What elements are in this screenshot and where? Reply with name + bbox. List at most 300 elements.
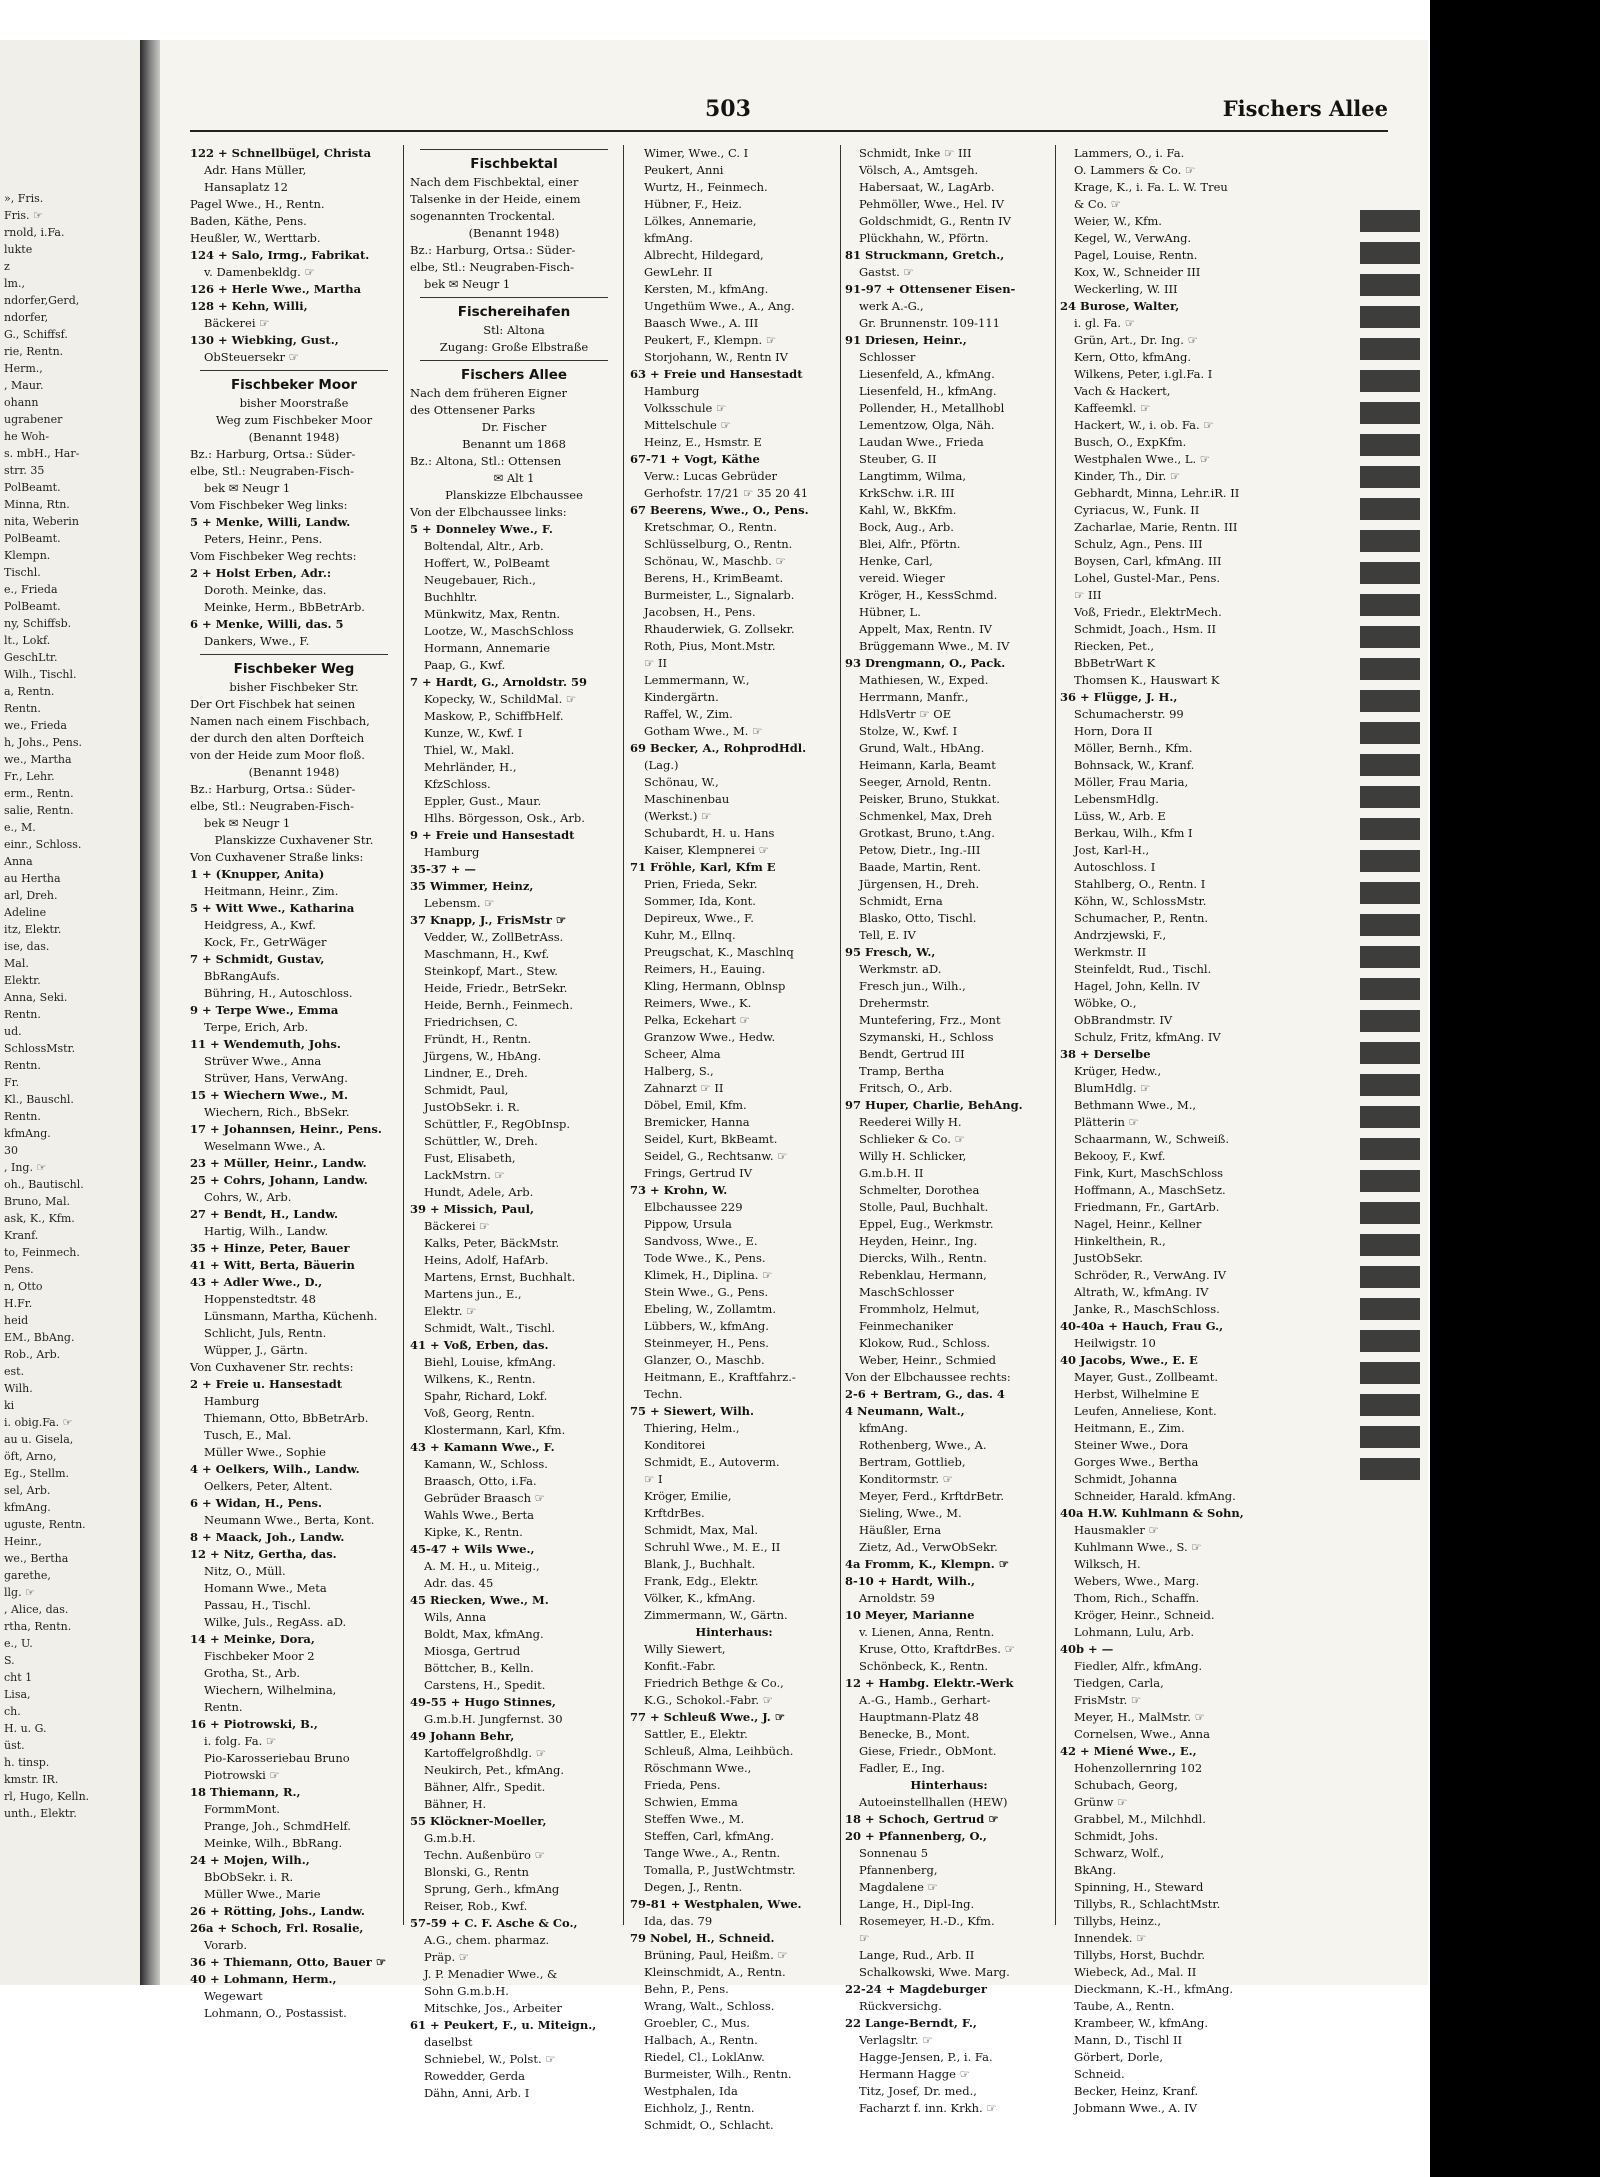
resident-entry: MaschSchlosser — [859, 1285, 954, 1299]
resident-entry: Lemmermann, W., — [644, 673, 750, 687]
address-entry: Der Ort Fischbek hat seinen — [190, 697, 356, 711]
left-fragment-line: Anna — [4, 855, 33, 868]
left-fragment-line: , Maur. — [4, 379, 44, 392]
resident-entry: Steiner Wwe., Dora — [1074, 1438, 1189, 1452]
resident-entry: Spahr, Richard, Lokf. — [424, 1389, 548, 1403]
resident-entry: Grotha, St., Arb. — [204, 1666, 301, 1680]
left-fragment-line: Rentn. — [4, 1059, 41, 1072]
resident-entry: Raffel, W., Zim. — [644, 707, 733, 721]
column-5 — [1060, 145, 1268, 2115]
resident-entry: KrftdrBes. — [644, 1506, 705, 1520]
resident-entry: Schmidt, Joach., Hsm. II — [1074, 622, 1217, 636]
resident-entry: Voß, Georg, Rentn. — [424, 1406, 535, 1420]
address-entry: 24 Burose, Walter, — [1060, 299, 1180, 313]
column-divider — [840, 145, 841, 1925]
resident-entry: Krage, K., i. Fa. L. W. Treu — [1074, 180, 1228, 194]
resident-entry: Hansaplatz 12 — [204, 180, 288, 194]
resident-entry: Riedel, Cl., LoklAnw. — [644, 2050, 765, 2064]
resident-entry: Völker, K., kfmAng. — [644, 1591, 756, 1605]
resident-entry: Bühring, H., Autoschloss. — [204, 986, 353, 1000]
address-entry: 4a Fromm, K., Klempn. ☞ — [845, 1557, 1010, 1571]
address-entry: 43 + Adler Wwe., D., — [190, 1275, 323, 1289]
address-entry: Von Cuxhavener Straße links: — [190, 850, 364, 864]
resident-entry: Leufen, Anneliese, Kont. — [1074, 1404, 1217, 1418]
left-fragment-line: nita, Weberin — [4, 515, 79, 528]
resident-entry: Wilkens, Peter, i.gl.Fa. I — [1074, 367, 1213, 381]
resident-entry: daselbst — [424, 2035, 473, 2049]
left-fragment-line: », Fris. — [4, 192, 44, 205]
left-fragment-line: Elektr. — [4, 974, 41, 987]
resident-entry: Gebrüder Braasch ☞ — [424, 1491, 545, 1505]
left-fragment-line: kmstr. IR. — [4, 1773, 59, 1786]
resident-entry: Vorarb. — [204, 1938, 248, 1952]
resident-entry: Seidel, G., Rechtsanw. ☞ — [644, 1149, 788, 1163]
resident-entry: Fadler, E., Ing. — [859, 1761, 945, 1775]
left-fragment-line: Rentn. — [4, 1008, 41, 1021]
address-entry: 91 Driesen, Heinr., — [845, 333, 967, 347]
left-fragment-line: 30 — [4, 1144, 18, 1157]
resident-entry: Liesenfeld, A., kfmAng. — [859, 367, 995, 381]
resident-entry: bek ✉ Neugr 1 — [204, 816, 291, 830]
resident-entry: Stahlberg, O., Rentn. I — [1074, 877, 1206, 891]
resident-entry: Laudan Wwe., Frieda — [859, 435, 984, 449]
resident-entry: Kuhlmann Wwe., S. ☞ — [1074, 1540, 1202, 1554]
resident-entry: Cohrs, W., Arb. — [204, 1190, 292, 1204]
street-note: ✉ Alt 1 — [493, 471, 535, 485]
resident-entry: Weier, W., Kfm. — [1074, 214, 1162, 228]
address-entry: 79-81 + Westphalen, Wwe. — [630, 1897, 802, 1911]
street-note: Weg zum Fischbeker Moor — [215, 413, 373, 427]
address-entry: Bz.: Harburg, Ortsa.: Süder- — [190, 782, 356, 796]
street-heading: Fischbeker Moor — [230, 377, 358, 393]
resident-entry: BlumHdlg. ☞ — [1074, 1081, 1151, 1095]
resident-entry: Depireux, Wwe., F. — [644, 911, 754, 925]
address-entry: 15 + Wiechern Wwe., M. — [190, 1088, 349, 1102]
left-fragment-line: garethe, — [4, 1569, 51, 1582]
left-fragment-line: Bruno, Mal. — [4, 1195, 70, 1208]
left-fragment-line: Pens. — [4, 1263, 34, 1276]
address-entry: Von Cuxhavener Str. rechts: — [190, 1360, 354, 1374]
resident-entry: Heitmann, Heinr., Zim. — [204, 884, 339, 898]
resident-entry: Blasko, Otto, Tischl. — [859, 911, 977, 925]
address-entry: 45-47 + Wils Wwe., — [410, 1542, 535, 1556]
resident-entry: Tramp, Bertha — [859, 1064, 945, 1078]
resident-entry: Meyer, H., MalMstr. ☞ — [1074, 1710, 1205, 1724]
left-fragment-line: ise, das. — [4, 940, 50, 953]
left-fragment-line: PolBeamt. — [4, 600, 61, 613]
resident-entry: Tell, E. IV — [859, 928, 916, 942]
resident-entry: Lammers, O., i. Fa. — [1074, 146, 1185, 160]
address-entry: Von der Elbchaussee links: — [410, 505, 567, 519]
resident-entry: Reederei Willy H. — [859, 1115, 962, 1129]
left-fragment-line: rtha, Rentn. — [4, 1620, 72, 1633]
resident-entry: Appelt, Max, Rentn. IV — [859, 622, 992, 636]
address-entry: der durch den alten Dorfteich — [190, 731, 365, 745]
resident-entry: ☞ III — [1074, 588, 1102, 602]
resident-entry: Baade, Martin, Rent. — [859, 860, 981, 874]
resident-entry: Braasch, Otto, i.Fa. — [424, 1474, 537, 1488]
left-fragment-line: Eg., Stellm. — [4, 1467, 69, 1480]
resident-entry: Kern, Otto, kfmAng. — [1074, 350, 1192, 364]
resident-entry: Kamann, W., Schloss. — [424, 1457, 548, 1471]
left-fragment-line: kfmAng. — [4, 1127, 51, 1140]
resident-entry: Schmidt, Erna — [859, 894, 943, 908]
resident-entry: Fritsch, O., Arb. — [859, 1081, 953, 1095]
resident-entry: Möller, Bernh., Kfm. — [1074, 741, 1193, 755]
resident-entry: kfmAng. — [644, 231, 693, 245]
resident-entry: Plückhahn, W., Pförtn. — [859, 231, 989, 245]
resident-entry: Schubardt, H. u. Hans — [644, 826, 775, 840]
resident-entry: Gebhardt, Minna, Lehr.iR. II — [1074, 486, 1240, 500]
left-fragment-line: EM., BbAng. — [4, 1331, 75, 1344]
resident-entry: Thiemann, Otto, BbBetrArb. — [204, 1411, 369, 1425]
left-fragment-line: Rob., Arb. — [4, 1348, 61, 1361]
header-rule — [190, 130, 1388, 132]
resident-entry: Bähner, H. — [424, 1797, 487, 1811]
resident-entry: Scheer, Alma — [644, 1047, 721, 1061]
address-entry: 67-71 + Vogt, Käthe — [630, 452, 760, 466]
resident-entry: Cornelsen, Wwe., Anna — [1074, 1727, 1210, 1741]
resident-entry: v. Lienen, Anna, Rentn. — [859, 1625, 995, 1639]
left-fragment-line: ny, Schiffsb. — [4, 617, 72, 630]
left-fragment-line: H. u. G. — [4, 1722, 47, 1735]
address-entry: 22-24 + Magdeburger — [845, 1982, 987, 1996]
resident-entry: Schwien, Emma — [644, 1795, 738, 1809]
resident-entry: Wilke, Juls., RegAss. aD. — [204, 1615, 347, 1629]
resident-entry: Sattler, E., Elektr. — [644, 1727, 748, 1741]
resident-entry: Neumann Wwe., Berta, Kont. — [204, 1513, 375, 1527]
resident-entry: Horn, Dora II — [1074, 724, 1153, 738]
address-entry: 8 + Maack, Joh., Landw. — [190, 1530, 345, 1544]
resident-entry: Bähner, Alfr., Spedit. — [424, 1780, 546, 1794]
resident-entry: Reimers, Wwe., K. — [644, 996, 752, 1010]
address-entry: 7 + Schmidt, Gustav, — [190, 952, 325, 966]
resident-entry: Maschmann, H., Kwf. — [424, 947, 550, 961]
resident-entry: Burmeister, L., Signalarb. — [644, 588, 795, 602]
resident-entry: Blonski, G., Rentn — [424, 1865, 529, 1879]
resident-entry: ☞ — [859, 1931, 870, 1945]
section-rule — [200, 654, 388, 655]
resident-entry: werk A.-G., — [859, 299, 924, 313]
resident-entry: ObSteuersekr ☞ — [204, 350, 299, 364]
resident-entry: G.m.b.H. Jungfernst. 30 — [424, 1712, 563, 1726]
resident-entry: Schlüsselburg, O., Rentn. — [644, 537, 793, 551]
resident-entry: Kox, W., Schneider III — [1074, 265, 1201, 279]
resident-entry: Kröger, Emilie, — [644, 1489, 732, 1503]
resident-entry: (Werkst.) ☞ — [644, 809, 712, 823]
left-fragment-line: sel, Arb. — [4, 1484, 51, 1497]
resident-entry: Pollender, H., Metallhobl — [859, 401, 1005, 415]
left-fragment-line: uguste, Rentn. — [4, 1518, 86, 1531]
left-fragment-line: ugrabener — [4, 413, 63, 426]
resident-entry: Degen, J., Rentn. — [644, 1880, 743, 1894]
resident-entry: Prange, Joh., SchmdHelf. — [204, 1819, 351, 1833]
resident-entry: Pagel, Louise, Rentn. — [1074, 248, 1198, 262]
resident-entry: bek ✉ Neugr 1 — [424, 277, 511, 291]
resident-entry: Mitschke, Jos., Arbeiter — [424, 2001, 562, 2015]
left-fragment-line: SchlossMstr. — [4, 1042, 76, 1055]
resident-entry: Nagel, Heinr., Kellner — [1074, 1217, 1202, 1231]
resident-entry: Tillybs, R., SchlachtMstr. — [1074, 1897, 1221, 1911]
left-fragment-line: lt., Lokf. — [4, 634, 51, 647]
resident-entry: Müller Wwe., Marie — [204, 1887, 321, 1901]
resident-entry: Spinning, H., Steward — [1074, 1880, 1204, 1894]
resident-entry: Kalks, Peter, BäckMstr. — [424, 1236, 560, 1250]
resident-entry: Piotrowski ☞ — [204, 1768, 280, 1782]
address-entry: 17 + Johannsen, Heinr., Pens. — [190, 1122, 382, 1136]
resident-entry: Schmidt, Max, Mal. — [644, 1523, 758, 1537]
street-note: (Benannt 1948) — [248, 430, 340, 444]
resident-entry: Riecken, Pet., — [1074, 639, 1155, 653]
resident-entry: Langtimm, Wilma, — [859, 469, 967, 483]
resident-entry: Mayer, Gust., Zollbeamt. — [1074, 1370, 1219, 1384]
resident-entry: Blank, J., Buchhalt. — [644, 1557, 756, 1571]
resident-entry: Grotkast, Bruno, t.Ang. — [859, 826, 995, 840]
left-fragment-line: heid — [4, 1314, 29, 1327]
resident-entry: Steffen, Carl, kfmAng. — [644, 1829, 774, 1843]
address-entry: 69 Becker, A., RohprodHdl. — [630, 741, 807, 755]
resident-entry: Lüss, W., Arb. E — [1074, 809, 1166, 823]
resident-entry: Gerhofstr. 17/21 ☞ 35 20 41 — [644, 486, 809, 500]
resident-entry: Bäckerei ☞ — [424, 1219, 490, 1233]
section-rule — [420, 360, 608, 361]
resident-entry: Peukert, F., Klempn. ☞ — [644, 333, 777, 347]
address-entry: 67 Beerens, Wwe., O., Pens. — [630, 503, 809, 517]
resident-entry: Heide, Friedr., BetrSekr. — [424, 981, 568, 995]
left-fragment-line: to, Feinmech. — [4, 1246, 80, 1259]
left-fragment-line: einr., Schloss. — [4, 838, 82, 851]
resident-entry: Kegel, W., VerwAng. — [1074, 231, 1192, 245]
address-entry: 40b + — — [1060, 1642, 1114, 1656]
resident-entry: Mann, D., Tischl II — [1074, 2033, 1183, 2047]
resident-entry: Albrecht, Hildegard, — [644, 248, 764, 262]
resident-entry: Kretschmar, O., Rentn. — [644, 520, 777, 534]
left-fragment-line: s. mbH., Har- — [4, 447, 80, 460]
address-entry: Bz.: Harburg, Ortsa.: Süder- — [410, 243, 576, 257]
address-entry: Pagel Wwe., H., Rentn. — [190, 197, 325, 211]
section-rule — [420, 297, 608, 298]
resident-entry: Boldt, Max, kfmAng. — [424, 1627, 544, 1641]
resident-entry: Verlagsltr. ☞ — [859, 2033, 933, 2047]
resident-entry: Hübner, L. — [859, 605, 921, 619]
address-entry: 77 + Schleuß Wwe., J. ☞ — [630, 1710, 786, 1724]
resident-entry: Fründt, H., Rentn. — [424, 1032, 532, 1046]
resident-entry: Stein Wwe., G., Pens. — [644, 1285, 769, 1299]
street-note: Benannt um 1868 — [462, 437, 566, 451]
street-note: Planskizze Elbchaussee — [445, 488, 583, 502]
left-fragment-line: Herm., — [4, 362, 43, 375]
left-fragment-line: e., U. — [4, 1637, 33, 1650]
resident-entry: Gorges Wwe., Bertha — [1074, 1455, 1199, 1469]
resident-entry: Meinke, Herm., BbBetrArb. — [204, 600, 365, 614]
address-entry: Nach dem früheren Eigner — [410, 386, 568, 400]
resident-entry: GewLehr. II — [644, 265, 713, 279]
resident-entry: LackMstrn. ☞ — [424, 1168, 505, 1182]
column-4 — [845, 145, 1053, 2115]
left-fragment-line: üst. — [4, 1739, 25, 1752]
resident-entry: Tiedgen, Carla, — [1074, 1676, 1164, 1690]
resident-entry: Stolze, W., Kwf. I — [859, 724, 958, 738]
resident-entry: Thiel, W., Makl. — [424, 743, 515, 757]
left-fragment-line: ohann — [4, 396, 39, 409]
resident-entry: Frings, Gertrud IV — [644, 1166, 753, 1180]
left-fragment-line: Kranf. — [4, 1229, 39, 1242]
resident-entry: Seidel, Kurt, BkBeamt. — [644, 1132, 778, 1146]
resident-entry: Hauptmann-Platz 48 — [859, 1710, 979, 1724]
resident-entry: Wiechern, Rich., BbSekr. — [204, 1105, 350, 1119]
resident-entry: Lübbers, W., kfmAng. — [644, 1319, 769, 1333]
resident-entry: LebensmHdlg. — [1074, 792, 1159, 806]
resident-entry: Szymanski, H., Schloss — [859, 1030, 994, 1044]
resident-entry: Brüggemann Wwe., M. IV — [859, 639, 1010, 653]
resident-entry: Bertram, Gottlieb, — [859, 1455, 966, 1469]
resident-entry: Jürgens, W., HbAng. — [424, 1049, 542, 1063]
left-fragment-line: au u. Gisela, — [4, 1433, 74, 1446]
resident-entry: JustObSekr. — [1074, 1251, 1143, 1265]
left-fragment-line: ki — [4, 1399, 15, 1412]
resident-entry: Möller, Frau Maria, — [1074, 775, 1189, 789]
section-rule — [420, 149, 608, 150]
resident-entry: Heitmann, E., Zim. — [1074, 1421, 1185, 1435]
left-fragment-line: we., Bertha — [4, 1552, 69, 1565]
resident-entry: Kinder, Th., Dir. ☞ — [1074, 469, 1181, 483]
resident-entry: Konditorei — [644, 1438, 706, 1452]
resident-entry: Wiebeck, Ad., Mal. II — [1074, 1965, 1197, 1979]
resident-entry: Meinke, Wilh., BbRang. — [204, 1836, 343, 1850]
resident-entry: Lölkes, Annemarie, — [644, 214, 757, 228]
resident-entry: Eppel, Eug., Werkmstr. — [859, 1217, 994, 1231]
resident-entry: Völsch, A., Amtsgeh. — [859, 163, 979, 177]
resident-entry: Facharzt f. inn. Krkh. ☞ — [859, 2101, 997, 2115]
resident-entry: Pelka, Eckehart ☞ — [644, 1013, 750, 1027]
address-entry: 4 + Oelkers, Wilh., Landw. — [190, 1462, 360, 1476]
resident-entry: Reimers, H., Eauing. — [644, 962, 766, 976]
resident-entry: Kartoffelgroßhdlg. ☞ — [424, 1746, 547, 1760]
address-entry: 40a H.W. Kuhlmann & Sohn, — [1060, 1506, 1244, 1520]
resident-entry: Schwarz, Wolf., — [1074, 1846, 1165, 1860]
address-entry: 43 + Kamann Wwe., F. — [410, 1440, 555, 1454]
address-entry: 6 + Widan, H., Pens. — [190, 1496, 322, 1510]
address-entry: 71 Fröhle, Karl, Kfm E — [630, 860, 776, 874]
resident-entry: Heinz, E., Hsmstr. E — [644, 435, 762, 449]
resident-entry: Hausmakler ☞ — [1074, 1523, 1159, 1537]
resident-entry: Rentn. — [204, 1700, 243, 1714]
resident-entry: Sieling, Wwe., M. — [859, 1506, 962, 1520]
address-entry: 126 + Herle Wwe., Martha — [190, 282, 362, 296]
left-fragment-line: e., Frieda — [4, 583, 58, 596]
address-entry: 23 + Müller, Heinr., Landw. — [190, 1156, 367, 1170]
resident-entry: Hormann, Annemarie — [424, 641, 551, 655]
resident-entry: Schneider, Harald. kfmAng. — [1074, 1489, 1236, 1503]
resident-entry: Terpe, Erich, Arb. — [204, 1020, 309, 1034]
resident-entry: Habersaat, W., LagArb. — [859, 180, 995, 194]
resident-entry: Volksschule ☞ — [644, 401, 727, 415]
address-entry: 57-59 + C. F. Asche & Co., — [410, 1916, 578, 1930]
resident-entry: Giese, Friedr., ObMont. — [859, 1744, 997, 1758]
resident-entry: Heimann, Karla, Beamt — [859, 758, 996, 772]
resident-entry: Hagel, John, Kelln. IV — [1074, 979, 1200, 993]
address-entry: Bz.: Altona, Stl.: Ottensen — [410, 454, 562, 468]
resident-entry: Tusch, E., Mal. — [204, 1428, 292, 1442]
resident-entry: Schmidt, Inke ☞ III — [859, 146, 972, 160]
address-entry: 27 + Bendt, H., Landw. — [190, 1207, 338, 1221]
resident-entry: Frieda, Pens. — [644, 1778, 721, 1792]
address-entry: 4 Neumann, Walt., — [845, 1404, 965, 1418]
address-entry: 79 Nobel, H., Schneid. — [630, 1931, 775, 1945]
resident-entry: Wüpper, J., Gärtn. — [204, 1343, 308, 1357]
resident-entry: Wilksch, H. — [1074, 1557, 1141, 1571]
resident-entry: Peukert, Anni — [644, 163, 724, 177]
subheading: Hinterhaus: — [910, 1778, 988, 1792]
resident-entry: Ida, das. 79 — [644, 1914, 713, 1928]
address-entry: 1 + (Knupper, Anita) — [190, 867, 325, 881]
resident-entry: Neukirch, Pet., kfmAng. — [424, 1763, 565, 1777]
address-entry: 8-10 + Hardt, Wilh., — [845, 1574, 975, 1588]
address-entry: 61 + Peukert, F., u. Miteign., — [410, 2018, 597, 2032]
address-entry: Baden, Käthe, Pens. — [190, 214, 307, 228]
resident-entry: Homann Wwe., Meta — [204, 1581, 327, 1595]
address-entry: 9 + Terpe Wwe., Emma — [190, 1003, 339, 1017]
resident-entry: Fust, Elisabeth, — [424, 1151, 516, 1165]
resident-entry: Mathiesen, W., Exped. — [859, 673, 989, 687]
resident-entry: Schaarmann, W., Schweiß. — [1074, 1132, 1229, 1146]
address-entry: 2-6 + Bertram, G., das. 4 — [845, 1387, 1005, 1401]
resident-entry: Techn. — [644, 1387, 683, 1401]
address-entry: von der Heide zum Moor floß. — [190, 748, 365, 762]
address-entry: 37 Knapp, J., FrisMstr ☞ — [410, 913, 567, 927]
resident-entry: Becker, Heinz, Kranf. — [1074, 2084, 1199, 2098]
resident-entry: Dieckmann, K.-H., kfmAng. — [1074, 1982, 1233, 1996]
address-entry: 124 + Salo, Irmg., Fabrikat. — [190, 248, 370, 262]
left-fragment-line: GeschLtr. — [4, 651, 58, 664]
resident-entry: & Co. ☞ — [1074, 197, 1122, 211]
resident-entry: Mittelschule ☞ — [644, 418, 731, 432]
resident-entry: Westphalen Wwe., L. ☞ — [1074, 452, 1211, 466]
resident-entry: Eichholz, J., Rentn. — [644, 2101, 755, 2115]
resident-entry: Tillybs, Horst, Buchdr. — [1074, 1948, 1206, 1962]
resident-entry: Dankers, Wwe., F. — [204, 634, 310, 648]
resident-entry: FormmMont. — [204, 1802, 280, 1816]
resident-entry: Tillybs, Heinz., — [1074, 1914, 1162, 1928]
resident-entry: Präp. ☞ — [424, 1950, 470, 1964]
resident-entry: Weber, Heinr., Schmied — [859, 1353, 996, 1367]
left-fragment-line: PolBeamt. — [4, 532, 61, 545]
resident-entry: Janke, R., MaschSchloss. — [1074, 1302, 1220, 1316]
address-entry: 97 Huper, Charlie, BehAng. — [845, 1098, 1023, 1112]
resident-entry: Zietz, Ad., VerwObSekr. — [859, 1540, 998, 1554]
resident-entry: Webers, Wwe., Marg. — [1074, 1574, 1200, 1588]
resident-entry: Gr. Brunnenstr. 109-111 — [859, 316, 1000, 330]
resident-entry: Hoffmann, A., MaschSetz. — [1074, 1183, 1226, 1197]
resident-entry: Steinfeldt, Rud., Tischl. — [1074, 962, 1212, 976]
left-fragment-line: a, Rentn. — [4, 685, 55, 698]
resident-entry: Wrang, Walt., Schloss. — [644, 1999, 775, 2013]
resident-entry: Schönau, W., — [644, 775, 719, 789]
resident-entry: Dähn, Anni, Arb. I — [424, 2086, 530, 2100]
resident-entry: Thomsen K., Hauswart K — [1074, 673, 1220, 687]
resident-entry: Heins, Adolf, HafArb. — [424, 1253, 549, 1267]
resident-entry: Bethmann Wwe., M., — [1074, 1098, 1197, 1112]
resident-entry: Herbst, Wilhelmine E — [1074, 1387, 1200, 1401]
resident-entry: Goldschmidt, G., Rentn IV — [859, 214, 1011, 228]
resident-entry: i. gl. Fa. ☞ — [1074, 316, 1136, 330]
resident-entry: BkAng. — [1074, 1863, 1117, 1877]
resident-entry: Rhauderwiek, G. Zollsekr. — [644, 622, 795, 636]
left-fragment-line: Mal. — [4, 957, 29, 970]
resident-entry: Kröger, H., KessSchmd. — [859, 588, 998, 602]
column-divider — [403, 145, 404, 1925]
resident-entry: Klokow, Rud., Schloss. — [859, 1336, 991, 1350]
